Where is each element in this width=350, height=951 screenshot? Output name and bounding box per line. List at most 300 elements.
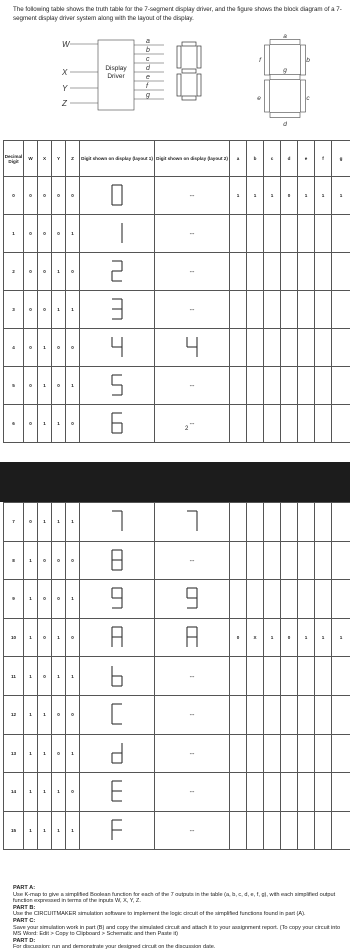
cell-y: 0: [52, 367, 66, 405]
cell-z: 1: [66, 734, 80, 773]
cell-seg-g: [332, 734, 350, 773]
header-seg-g: g: [332, 141, 350, 177]
cell-y: 1: [52, 291, 66, 329]
cell-x: 1: [38, 503, 52, 542]
cell-z: 1: [66, 291, 80, 329]
seven-seg-glyph: [185, 625, 199, 649]
layout2-dash: ---: [190, 789, 195, 794]
cell-seg-d: [281, 215, 298, 253]
cell-seg-b: [247, 734, 264, 773]
cell-seg-d: [281, 367, 298, 405]
page-number: 2: [185, 426, 188, 432]
cell-seg-f: [315, 541, 332, 580]
cell-x: 1: [38, 734, 52, 773]
cell-seg-a: [230, 657, 247, 696]
cell-z: 0: [66, 541, 80, 580]
cell-w: 0: [24, 177, 38, 215]
cell-seg-e: [298, 811, 315, 850]
cell-seg-f: [315, 503, 332, 542]
cell-seg-f: [315, 811, 332, 850]
cell-dec: 0: [4, 177, 24, 215]
table-row: [4, 503, 350, 542]
cell-y: 1: [52, 253, 66, 291]
cell-seg-e: 1: [298, 177, 315, 215]
cell-seg-f: [315, 329, 332, 367]
cell-y: 1: [52, 811, 66, 850]
cell-seg-g: [332, 367, 350, 405]
cell-seg-g: 1: [332, 177, 350, 215]
cell-layout2: [155, 405, 230, 443]
cell-seg-c: [264, 657, 281, 696]
cell-z: 0: [66, 329, 80, 367]
part-text: For discussion: run and demonstrate your designed circuit on the discussion date.: [13, 944, 345, 951]
cell-seg-e: [298, 657, 315, 696]
cell-z: 0: [66, 773, 80, 812]
header-layout2: Digit shown on display (layout 2): [155, 141, 230, 177]
cell-seg-b: [247, 773, 264, 812]
table-row: [4, 618, 350, 657]
output-label-g: g: [146, 92, 150, 99]
cell-seg-b: [247, 657, 264, 696]
cell-w: 0: [24, 405, 38, 443]
header-seg-f: f: [315, 141, 332, 177]
cell-y: 0: [52, 177, 66, 215]
cell-seg-g: [332, 503, 350, 542]
cell-x: 1: [38, 811, 52, 850]
cell-layout1: [80, 695, 155, 734]
cell-y: 0: [52, 580, 66, 619]
intro-text: The following table shows the truth table for the 7-segment display driver, and the figure shows the block diagram of a 7-segment display driver system along with the layout of the display.: [13, 5, 343, 23]
cell-seg-c: [264, 580, 281, 619]
cell-seg-e: [298, 541, 315, 580]
cell-seg-e: [298, 734, 315, 773]
cell-layout2: [155, 367, 230, 405]
cell-layout1: [80, 405, 155, 443]
cell-seg-d: 0: [281, 177, 298, 215]
cell-layout2: [155, 215, 230, 253]
part-title: PART C:: [13, 918, 345, 925]
part-title: PART A:: [13, 885, 345, 892]
cell-w: 1: [24, 657, 38, 696]
input-label-z: Z: [61, 99, 68, 108]
cell-seg-f: [315, 773, 332, 812]
layout2-dash: ---: [190, 712, 195, 717]
seven-seg-glyph: [110, 411, 124, 435]
cell-seg-a: [230, 580, 247, 619]
segment-c: [301, 80, 306, 112]
cell-layout1: [80, 773, 155, 812]
input-label-y: Y: [62, 84, 68, 93]
cell-layout2: [155, 773, 230, 812]
cell-y: 0: [52, 734, 66, 773]
cell-dec: 6: [4, 405, 24, 443]
segment-a: [270, 40, 300, 45]
cell-seg-f: [315, 580, 332, 619]
cell-layout1: [80, 618, 155, 657]
segment-label-a: a: [283, 33, 287, 40]
seven-seg-glyph: [110, 741, 124, 765]
cell-dec: 10: [4, 618, 24, 657]
segment-label-f: f: [259, 57, 262, 64]
table-row: [4, 580, 350, 619]
seven-seg-glyph: [110, 221, 124, 245]
part-text: Use K-map to give a simplified Boolean function for each of the 7 outputs in the table (a, b, c, d, e, f, g), with each simplified output function expressed in terms of the inputs W, X, Y, Z.: [13, 892, 345, 905]
cell-layout2: [155, 618, 230, 657]
cell-z: 1: [66, 503, 80, 542]
cell-dec: 3: [4, 291, 24, 329]
layout2-dash: ---: [190, 421, 195, 426]
cell-w: 1: [24, 580, 38, 619]
cell-dec: 9: [4, 580, 24, 619]
table-row: [4, 773, 350, 812]
cell-seg-c: [264, 695, 281, 734]
cell-seg-c: 1: [264, 618, 281, 657]
output-label-a: a: [146, 38, 150, 45]
cell-w: 1: [24, 773, 38, 812]
layout2-dash: ---: [190, 828, 195, 833]
header-seg-b: b: [247, 141, 264, 177]
cell-layout1: [80, 541, 155, 580]
part-title: PART B:: [13, 905, 345, 912]
cell-seg-a: [230, 811, 247, 850]
cell-seg-g: [332, 541, 350, 580]
cell-z: 1: [66, 657, 80, 696]
seven-seg-glyph: [185, 509, 199, 533]
part-text: Save your simulation work in part (B) and copy the simulated circuit and attach it to your assignment report. (To copy your circuit into MS Word: Edit > Copy to Clipboard > Schematic and then Paste it): [13, 925, 345, 938]
input-label-x: X: [61, 68, 68, 77]
cell-seg-c: [264, 541, 281, 580]
cell-seg-e: [298, 367, 315, 405]
cell-y: 0: [52, 695, 66, 734]
cell-z: 0: [66, 253, 80, 291]
cell-seg-a: [230, 695, 247, 734]
cell-seg-d: [281, 695, 298, 734]
cell-seg-a: [230, 503, 247, 542]
table-row: [4, 329, 350, 367]
cell-seg-d: 0: [281, 618, 298, 657]
cell-seg-g: 1: [332, 618, 350, 657]
cell-y: 1: [52, 773, 66, 812]
cell-x: 1: [38, 695, 52, 734]
output-label-f: f: [146, 83, 149, 90]
cell-seg-c: [264, 367, 281, 405]
cell-x: 0: [38, 657, 52, 696]
cell-seg-e: [298, 253, 315, 291]
table-row: [4, 291, 350, 329]
cell-z: 1: [66, 367, 80, 405]
cell-seg-g: [332, 695, 350, 734]
cell-dec: 5: [4, 367, 24, 405]
cell-x: 0: [38, 253, 52, 291]
cell-seg-d: [281, 734, 298, 773]
cell-seg-a: 1: [230, 177, 247, 215]
cell-x: 0: [38, 618, 52, 657]
cell-seg-e: [298, 580, 315, 619]
seven-seg-glyph: [110, 586, 124, 610]
cell-seg-c: [264, 405, 281, 443]
cell-w: 1: [24, 734, 38, 773]
cell-w: 0: [24, 367, 38, 405]
cell-seg-f: [315, 734, 332, 773]
cell-seg-b: [247, 253, 264, 291]
cell-seg-f: [315, 291, 332, 329]
cell-seg-f: [315, 253, 332, 291]
header-seg-a: a: [230, 141, 247, 177]
output-label-b: b: [146, 47, 150, 54]
cell-layout1: [80, 734, 155, 773]
segment-label-d: d: [283, 121, 287, 128]
instructions: [13, 885, 345, 951]
cell-seg-c: [264, 503, 281, 542]
output-label-c: c: [146, 56, 150, 63]
cell-layout2: [155, 541, 230, 580]
cell-dec: 12: [4, 695, 24, 734]
cell-seg-a: [230, 367, 247, 405]
cell-x: 0: [38, 541, 52, 580]
layout2-dash: ---: [190, 307, 195, 312]
layout2-dash: ---: [190, 558, 195, 563]
cell-w: 0: [24, 329, 38, 367]
cell-seg-d: [281, 657, 298, 696]
segment-label-b: b: [306, 57, 310, 64]
layout2-dash: ---: [190, 383, 195, 388]
layout2-dash: ---: [190, 269, 195, 274]
cell-seg-b: [247, 215, 264, 253]
cell-z: 1: [66, 580, 80, 619]
cell-seg-b: 1: [247, 177, 264, 215]
cell-x: 0: [38, 177, 52, 215]
cell-seg-f: [315, 367, 332, 405]
cell-layout1: [80, 329, 155, 367]
cell-seg-c: [264, 253, 281, 291]
block-label-2: Driver: [107, 73, 125, 80]
cell-x: 1: [38, 329, 52, 367]
table-row: [4, 811, 350, 850]
header-x: X: [38, 141, 52, 177]
cell-seg-c: [264, 734, 281, 773]
cell-seg-f: [315, 657, 332, 696]
cell-seg-d: [281, 291, 298, 329]
cell-seg-c: [264, 215, 281, 253]
segment-label-e: e: [257, 95, 261, 102]
cell-dec: 4: [4, 329, 24, 367]
seven-seg-glyph: [110, 702, 124, 726]
cell-x: 1: [38, 405, 52, 443]
cell-dec: 14: [4, 773, 24, 812]
cell-layout2: [155, 695, 230, 734]
cell-seg-a: [230, 734, 247, 773]
cell-dec: 2: [4, 253, 24, 291]
part-text: Use the CIRCUITMAKER simulation software to implement the logic circuit of the simplified functions found in part (A).: [13, 911, 345, 918]
seven-seg-glyph: [110, 664, 124, 688]
table-row: [4, 253, 350, 291]
segment-layout: [257, 33, 310, 128]
segment-d: [270, 113, 300, 118]
cell-z: 0: [66, 695, 80, 734]
part-title: PART D:: [13, 938, 345, 945]
cell-y: 1: [52, 618, 66, 657]
cell-seg-c: [264, 811, 281, 850]
segment-b: [301, 45, 306, 75]
cell-seg-a: [230, 329, 247, 367]
cell-x: 0: [38, 580, 52, 619]
table-row: [4, 657, 350, 696]
cell-dec: 1: [4, 215, 24, 253]
cell-layout2: [155, 811, 230, 850]
cell-z: 0: [66, 177, 80, 215]
cell-layout1: [80, 811, 155, 850]
cell-seg-d: [281, 503, 298, 542]
segment-label-c: c: [306, 95, 310, 102]
cell-x: 1: [38, 367, 52, 405]
cell-w: 1: [24, 811, 38, 850]
cell-layout1: [80, 657, 155, 696]
cell-layout2: [155, 580, 230, 619]
cell-seg-g: [332, 811, 350, 850]
cell-y: 1: [52, 503, 66, 542]
segment-g: [270, 75, 300, 80]
header-row: [4, 141, 350, 177]
cell-seg-d: [281, 541, 298, 580]
cell-seg-e: [298, 329, 315, 367]
cell-layout2: [155, 177, 230, 215]
cell-dec: 8: [4, 541, 24, 580]
table-row: [4, 215, 350, 253]
big-digit-8: [177, 42, 201, 100]
cell-w: 1: [24, 618, 38, 657]
table-row: [4, 177, 350, 215]
cell-seg-e: [298, 503, 315, 542]
cell-w: 0: [24, 503, 38, 542]
table-row: [4, 367, 350, 405]
cell-y: 1: [52, 405, 66, 443]
layout2-dash: ---: [190, 193, 195, 198]
segment-e: [265, 80, 270, 112]
cell-seg-c: 1: [264, 177, 281, 215]
cell-seg-g: [332, 580, 350, 619]
header-z: Z: [66, 141, 80, 177]
cell-seg-b: [247, 405, 264, 443]
cell-seg-b: [247, 367, 264, 405]
header-seg-e: e: [298, 141, 315, 177]
cell-y: 1: [52, 657, 66, 696]
cell-layout2: [155, 253, 230, 291]
cell-seg-a: [230, 291, 247, 329]
seven-seg-glyph: [110, 779, 124, 803]
cell-seg-f: 1: [315, 618, 332, 657]
header-y: Y: [52, 141, 66, 177]
cell-layout2: [155, 329, 230, 367]
cell-seg-g: [332, 657, 350, 696]
seven-seg-glyph: [110, 373, 124, 397]
cell-seg-c: [264, 329, 281, 367]
cell-seg-g: [332, 291, 350, 329]
cell-seg-d: [281, 329, 298, 367]
cell-layout1: [80, 503, 155, 542]
cell-seg-g: [332, 773, 350, 812]
cell-seg-d: [281, 773, 298, 812]
seven-seg-glyph: [110, 818, 124, 842]
seven-seg-glyph: [110, 259, 124, 283]
cell-seg-g: [332, 329, 350, 367]
table-row: [4, 695, 350, 734]
cell-w: 0: [24, 291, 38, 329]
cell-seg-g: [332, 215, 350, 253]
cell-seg-e: 1: [298, 618, 315, 657]
cell-seg-b: [247, 329, 264, 367]
block-diagram: [0, 30, 350, 130]
cell-w: 1: [24, 541, 38, 580]
header-w: W: [24, 141, 38, 177]
cell-seg-c: [264, 773, 281, 812]
cell-x: 1: [38, 773, 52, 812]
cell-layout1: [80, 215, 155, 253]
input-label-w: W: [62, 40, 71, 49]
seven-seg-glyph: [110, 183, 124, 207]
cell-seg-f: [315, 405, 332, 443]
seven-seg-glyph: [110, 548, 124, 572]
cell-seg-f: [315, 215, 332, 253]
cell-seg-e: [298, 695, 315, 734]
cell-z: 1: [66, 811, 80, 850]
seven-seg-glyph: [185, 586, 199, 610]
cell-seg-g: [332, 405, 350, 443]
cell-seg-e: [298, 291, 315, 329]
cell-seg-d: [281, 405, 298, 443]
table-row: [4, 734, 350, 773]
cell-layout1: [80, 367, 155, 405]
output-label-d: d: [146, 65, 151, 72]
header-seg-d: d: [281, 141, 298, 177]
cell-seg-e: [298, 773, 315, 812]
cell-layout2: [155, 291, 230, 329]
cell-layout1: [80, 291, 155, 329]
truth-table-page1: [3, 140, 350, 443]
cell-seg-a: [230, 405, 247, 443]
cell-z: 0: [66, 405, 80, 443]
seven-seg-glyph: [110, 509, 124, 533]
cell-seg-b: [247, 503, 264, 542]
cell-seg-a: [230, 215, 247, 253]
cell-seg-b: [247, 811, 264, 850]
segment-label-g: g: [283, 67, 287, 74]
page-break-band: [0, 462, 350, 502]
seven-seg-glyph: [110, 335, 124, 359]
cell-seg-e: [298, 405, 315, 443]
cell-seg-f: [315, 695, 332, 734]
cell-w: 0: [24, 253, 38, 291]
layout2-dash: ---: [190, 751, 195, 756]
cell-z: 1: [66, 215, 80, 253]
segment-f: [265, 45, 270, 75]
output-label-e: e: [146, 74, 150, 81]
cell-seg-a: [230, 773, 247, 812]
cell-x: 0: [38, 291, 52, 329]
cell-seg-b: [247, 541, 264, 580]
cell-layout2: [155, 734, 230, 773]
cell-layout2: [155, 503, 230, 542]
cell-seg-g: [332, 253, 350, 291]
cell-x: 0: [38, 215, 52, 253]
cell-dec: 11: [4, 657, 24, 696]
cell-seg-d: [281, 580, 298, 619]
seven-seg-glyph: [110, 625, 124, 649]
cell-layout2: [155, 657, 230, 696]
cell-layout1: [80, 580, 155, 619]
cell-seg-b: [247, 291, 264, 329]
cell-seg-a: [230, 253, 247, 291]
seven-seg-glyph: [185, 335, 199, 359]
